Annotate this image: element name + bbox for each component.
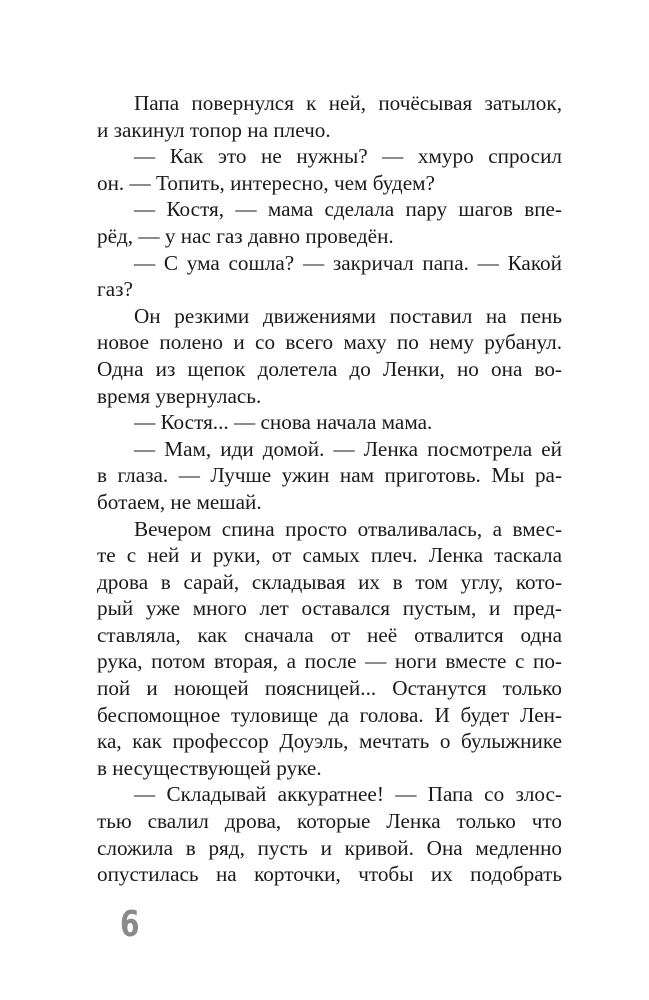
text-line: в глаза. — Лучше ужин нам приготовь. Мы ра-: [97, 463, 562, 488]
text-line: в несуществующей руке.: [97, 755, 322, 780]
text-line: Папа повернулся к ней, почёсывая затылок,: [134, 91, 562, 115]
text-line: — С ума сошла? — закричал папа. — Какой: [134, 250, 562, 275]
text-line: Одна из щепок долетела до Ленки, но она во-: [97, 356, 562, 381]
text-line: те с ней и руки, от самых плеч. Ленка таскала: [97, 543, 562, 568]
text-line: — Мам, иди домой. — Ленка посмотрела ей: [134, 436, 562, 461]
text-line: сложила в ряд, пусть и кривой. Она медленно: [97, 835, 562, 860]
text-line: рёд, — у нас газ давно проведён.: [97, 223, 394, 248]
text-line: рый уже много лет оставался пустым, и пред-: [97, 596, 562, 621]
text-line: опустилась на корточки, чтобы их подобрать: [97, 862, 562, 887]
text-line: — Костя, — мама сделала пару шагов впе-: [134, 197, 562, 222]
text-line: — Складывай аккуратнее! — Папа со злос-: [134, 782, 562, 807]
text-line: и закинул топор на плечо.: [97, 117, 331, 142]
text-line: — Как это не нужны? — хмуро спросил: [134, 144, 562, 169]
text-line: новое полено и со всего маху по нему рубанул.: [97, 330, 562, 355]
text-line: тью свалил дрова, которые Ленка только что: [97, 809, 562, 834]
book-page-text: [97, 90, 562, 888]
page-number: 6: [120, 904, 140, 945]
text-line: газ?: [97, 277, 133, 302]
text-line: время увернулась.: [97, 383, 262, 408]
text-line: пой и ноющей поясницей... Останутся только: [97, 676, 562, 701]
text-line: Вечером спина просто отваливалась, а вмес-: [134, 516, 562, 541]
text-line: ставляла, как сначала от неё отвалится одна: [97, 622, 562, 647]
text-line: дрова в сарай, складывая их в том углу, кото-: [97, 569, 562, 594]
text-line: рука, потом вторая, а после — ноги вместе с по-: [97, 649, 562, 674]
text-line: ботаем, не мешай.: [97, 489, 262, 514]
text-line: ка, как профессор Доуэль, мечтать о булыжнике: [97, 729, 562, 754]
text-line: он. — Топить, интересно, чем будем?: [97, 170, 435, 195]
text-line: Он резкими движениями поставил на пень: [134, 303, 562, 328]
text-line: — Костя... — снова начала мама.: [134, 410, 433, 435]
text-line: беспомощное туловище да голова. И будет Лен-: [97, 702, 562, 727]
